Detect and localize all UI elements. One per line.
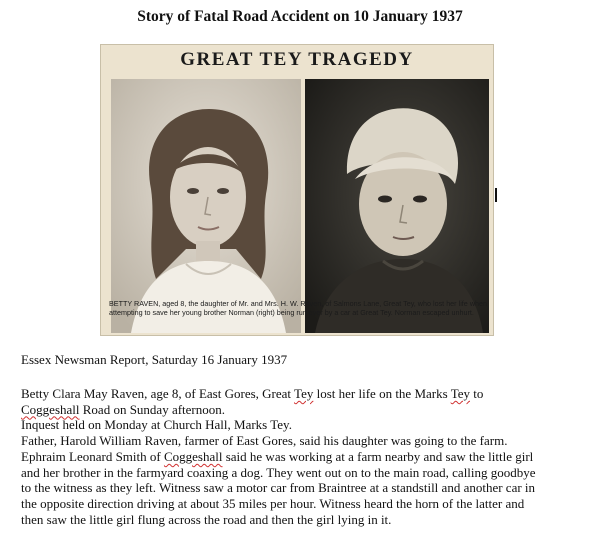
- article-line: the opposite direction driving at about 35 miles per hour. Witness heard the horn of the latter and: [21, 495, 525, 511]
- source-line: Essex Newsman Report, Saturday 16 January 1937: [21, 352, 288, 367]
- text-cursor: [495, 188, 497, 202]
- article-line: then saw the little girl flung across the road and then the girl lying in it.: [21, 511, 392, 527]
- article-line: Father, Harold William Raven, farmer of East Gores, said his daughter was going to the farm.: [21, 433, 508, 449]
- article-line: Betty Clara May Raven, age 8, of East Gores, Great Tey lost her life on the Marks Tey to: [21, 386, 484, 401]
- article-line: to the witness as they left. Witness saw a motor car from Braintree at a standstill and another car in: [21, 480, 536, 496]
- article-line: Inquest held on Monday at Church Hall, Marks Tey.: [21, 417, 292, 433]
- page-title: Story of Fatal Road Accident on 10 January 1937: [137, 8, 463, 25]
- photo-norman-raven: [305, 79, 489, 333]
- article-body: [21, 386, 581, 527]
- article-line: Ephraim Leonard Smith of Coggeshall said he was working at a farm nearby and saw the little girl: [21, 448, 534, 464]
- clipping-headline: GREAT TEY TRAGEDY: [180, 49, 414, 70]
- photo-betty-raven: [111, 79, 301, 333]
- clipping-caption: BETTY RAVEN, aged 8, the daughter of Mr. and Mrs. H. W. Raven, of Salmons Lane, Great Tey, who lost her life when attempting to save her young brother Norman (right) being run over by a car at Great Tey. Norman escaped unhurt.: [109, 299, 487, 318]
- article-line: and her brother in the farmyard coaxing a dog. They went out on to the main road, calling goodbye: [21, 464, 536, 480]
- newspaper-clipping: [100, 44, 494, 336]
- article-line: Coggeshall Road on Sunday afternoon.: [21, 401, 226, 417]
